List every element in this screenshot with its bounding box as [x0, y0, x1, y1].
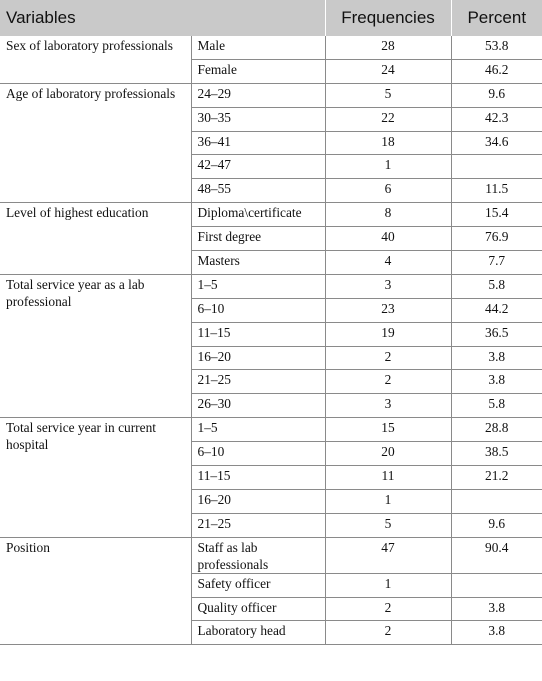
percent-cell: 42.3: [451, 107, 542, 131]
percent-cell: 46.2: [451, 59, 542, 83]
variable-label: Sex of laboratory professionals: [0, 36, 191, 83]
table-row: [0, 83, 542, 107]
header-variables: Variables: [0, 0, 325, 36]
category-cell: 21–25: [191, 513, 325, 537]
category-cell: Diploma\certificate: [191, 203, 325, 227]
category-cell: Staff as lab professionals: [191, 537, 325, 573]
category-cell: 1–5: [191, 274, 325, 298]
frequency-cell: 18: [325, 131, 451, 155]
category-cell: 16–20: [191, 489, 325, 513]
variable-label: Age of laboratory professionals: [0, 83, 191, 202]
category-cell: 11–15: [191, 466, 325, 490]
frequency-cell: 2: [325, 621, 451, 645]
table-row: [0, 36, 542, 59]
table-row: [0, 418, 542, 442]
frequency-cell: 1: [325, 489, 451, 513]
percent-cell: 7.7: [451, 251, 542, 275]
percent-cell: [451, 573, 542, 597]
header-row: [0, 0, 542, 36]
header-frequencies: Frequencies: [325, 0, 451, 36]
frequency-cell: 2: [325, 370, 451, 394]
frequency-cell: 3: [325, 274, 451, 298]
category-cell: 21–25: [191, 370, 325, 394]
frequency-cell: 4: [325, 251, 451, 275]
frequency-cell: 19: [325, 322, 451, 346]
frequency-cell: 2: [325, 346, 451, 370]
category-cell: 6–10: [191, 442, 325, 466]
category-cell: 6–10: [191, 298, 325, 322]
frequency-cell: 24: [325, 59, 451, 83]
frequency-cell: 5: [325, 513, 451, 537]
frequency-cell: 22: [325, 107, 451, 131]
frequency-cell: 2: [325, 597, 451, 621]
header-percent: Percent: [451, 0, 542, 36]
percent-cell: 76.9: [451, 227, 542, 251]
percent-cell: [451, 489, 542, 513]
frequency-cell: 47: [325, 537, 451, 573]
category-cell: First degree: [191, 227, 325, 251]
percent-cell: 5.8: [451, 394, 542, 418]
percent-cell: 44.2: [451, 298, 542, 322]
percent-cell: 3.8: [451, 346, 542, 370]
category-cell: 26–30: [191, 394, 325, 418]
category-cell: Quality officer: [191, 597, 325, 621]
table-row: [0, 274, 542, 298]
percent-cell: 36.5: [451, 322, 542, 346]
percent-cell: 9.6: [451, 513, 542, 537]
variable-label: Position: [0, 537, 191, 645]
frequency-cell: 3: [325, 394, 451, 418]
percent-cell: 90.4: [451, 537, 542, 573]
frequency-cell: 6: [325, 179, 451, 203]
table-body: [0, 36, 542, 645]
percent-cell: 11.5: [451, 179, 542, 203]
variable-label: Total service year as a lab professional: [0, 274, 191, 417]
percent-cell: 5.8: [451, 274, 542, 298]
category-cell: 24–29: [191, 83, 325, 107]
frequency-cell: 8: [325, 203, 451, 227]
frequency-cell: 1: [325, 573, 451, 597]
percent-cell: 3.8: [451, 597, 542, 621]
frequency-cell: 28: [325, 36, 451, 59]
frequency-cell: 23: [325, 298, 451, 322]
percent-cell: [451, 155, 542, 179]
frequency-cell: 40: [325, 227, 451, 251]
category-cell: 11–15: [191, 322, 325, 346]
frequency-cell: 5: [325, 83, 451, 107]
table-row: [0, 203, 542, 227]
category-cell: 42–47: [191, 155, 325, 179]
table-header: [0, 0, 542, 36]
percent-cell: 28.8: [451, 418, 542, 442]
frequency-cell: 20: [325, 442, 451, 466]
percent-cell: 38.5: [451, 442, 542, 466]
category-cell: Female: [191, 59, 325, 83]
percent-cell: 21.2: [451, 466, 542, 490]
category-cell: Safety officer: [191, 573, 325, 597]
percent-cell: 9.6: [451, 83, 542, 107]
variable-label: Level of highest education: [0, 203, 191, 275]
category-cell: Laboratory head: [191, 621, 325, 645]
frequency-cell: 11: [325, 466, 451, 490]
frequency-cell: 15: [325, 418, 451, 442]
category-cell: Masters: [191, 251, 325, 275]
frequency-cell: 1: [325, 155, 451, 179]
category-cell: 36–41: [191, 131, 325, 155]
percent-cell: 15.4: [451, 203, 542, 227]
category-cell: 30–35: [191, 107, 325, 131]
percent-cell: 34.6: [451, 131, 542, 155]
category-cell: Male: [191, 36, 325, 59]
table-row: [0, 537, 542, 573]
variable-label: Total service year in current hospital: [0, 418, 191, 537]
category-cell: 48–55: [191, 179, 325, 203]
category-cell: 16–20: [191, 346, 325, 370]
percent-cell: 3.8: [451, 621, 542, 645]
percent-cell: 53.8: [451, 36, 542, 59]
percent-cell: 3.8: [451, 370, 542, 394]
category-cell: 1–5: [191, 418, 325, 442]
